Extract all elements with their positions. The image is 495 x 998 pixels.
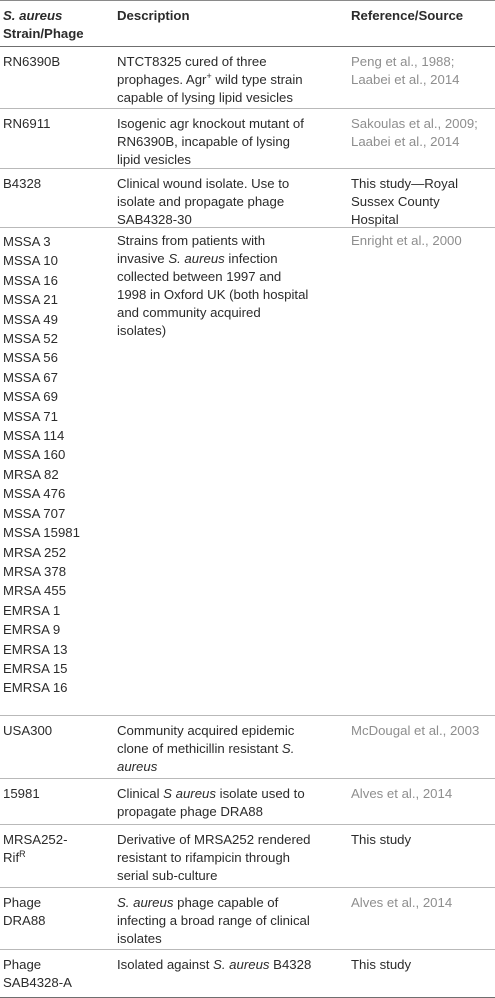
table-row [0,169,495,228]
header-strain-phage [0,7,108,43]
reference-cell: This study [351,957,412,972]
strain-cell: MSSA 49 [3,311,58,327]
strain-cell: B4328 [3,176,42,191]
description-cell: NTCT8325 cured of three prophages. Agr+ wild type strain capable of lysing lipid vesicles [117,54,303,105]
strain-cell: EMRSA 9 [3,622,61,638]
reference-cell: Alves et al., 2014 [351,895,453,910]
strain-cell: MSSA 476 [3,486,66,502]
strain-cell: MRSA 252 [3,544,67,560]
strain-cell: MSSA 16 [3,272,58,288]
header-reference: Reference/Source [351,8,464,23]
strain-cell: MRSA 455 [3,583,67,599]
strain-list-cell [0,232,108,715]
table-row [0,109,495,169]
reference-cell: This study—Royal Sussex County Hospital [351,176,459,227]
strain-cell: MRSA252- [3,832,68,847]
strain-cell: MRSA 378 [3,563,67,579]
strain-cell: EMRSA 16 [3,680,68,696]
strain-cell: MSSA 56 [3,350,58,366]
description-cell: Isolated against S. aureus B4328 [117,957,312,972]
table-row: MRSA252- Rif$^R$ Derivative of MRSA252 rendered resistant to rifampicin through serial sub-culture This study [0,825,495,888]
strain-cell: MSSA 69 [3,389,58,405]
description-cell: Clinical S aureus isolate used to propagate phage DRA88 [117,786,305,819]
header-strain-label: Strain/Phage [3,26,84,41]
description-cell: Strains from patients with invasive S. aureus infection collected between 1997 and 1998 in Oxford UK (both hospital and community acquired isolates) [117,233,309,338]
reference-cell: This study [351,832,412,847]
strain-cell: Phage [3,957,42,972]
strain-cell: MSSA 15981 [3,525,80,541]
table-header [0,0,495,47]
strain-cell: MSSA 114 [3,428,65,444]
reference-cell: Enright et al., 2000 [351,233,462,248]
header-description: Description [117,8,190,23]
strain-cell: RN6911 [3,116,51,131]
table-row [0,47,495,109]
strain-cell: EMRSA 1 [3,602,61,618]
reference-cell: Sakoulas et al., 2009; Laabei et al., 2014 [351,116,478,149]
header-strain-species: S. aureus [3,8,63,23]
strain-cell: EMRSA 15 [3,660,68,676]
strain-cell: MSSA 21 [3,292,58,308]
strain-cell: 15981 [3,786,40,801]
description-cell: Clinical wound isolate. Use to isolate and propagate phage SAB4328-30 [117,176,290,227]
strain-cell: MSSA 10 [3,253,58,269]
description-cell: Derivative of MRSA252 rendered resistant to rifampicin through serial sub-culture [117,832,311,883]
table-row [0,779,495,825]
strain-cell: Phage [3,895,42,910]
reference-cell: Peng et al., 1988; Laabei et al., 2014 [351,54,460,87]
table-row [0,716,495,779]
table-row: Phage SAB4328-A Isolated against S. aureus B4328 This study [0,950,495,998]
strain-cell: MSSA 707 [3,505,66,521]
strain-cell: MSSA 67 [3,369,58,385]
reference-cell: McDougal et al., 2003 [351,723,480,738]
description-cell: Community acquired epidemic clone of methicillin resistant S. aureus [117,723,295,774]
strain-cell: MSSA 52 [3,331,58,347]
table-row [0,228,495,716]
strain-cell: MSSA 160 [3,447,66,463]
description-cell: Isogenic agr knockout mutant of RN6390B, incapable of lysing lipid vesicles [117,116,304,167]
strain-cell: MRSA 82 [3,466,59,482]
strain-cell: MSSA 3 [3,234,51,249]
strain-cell: RN6390B [3,54,61,69]
strain-cell: EMRSA 13 [3,641,68,657]
strain-cell: USA300 [3,723,53,738]
strain-cell: MSSA 71 [3,408,58,424]
table-row: Phage DRA88 S. aureus phage capable of infecting a broad range of clinical isolates Alves et al., 2014 [0,888,495,950]
description-cell: S. aureus phage capable of infecting a broad range of clinical isolates [117,895,310,946]
reference-cell: Alves et al., 2014 [351,786,453,801]
